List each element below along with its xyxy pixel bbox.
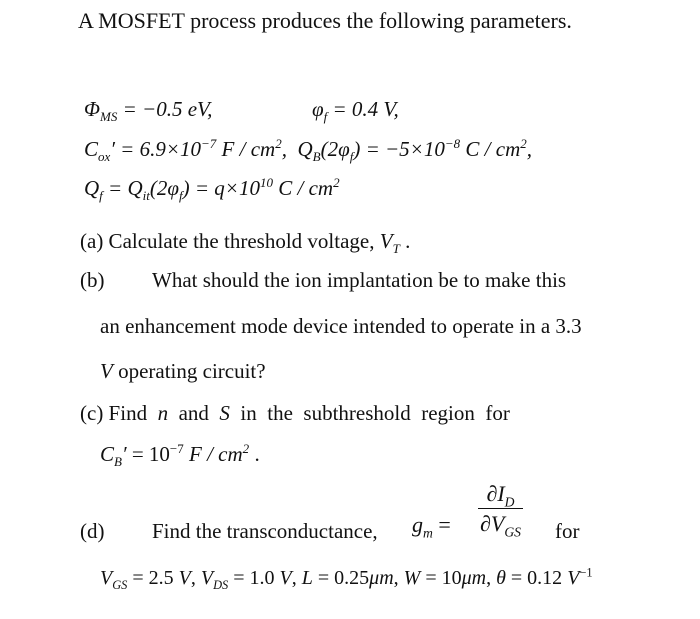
param-qf: $Q_f = Q_{it}(2\varphi_f) = q\times 10^{10}$ C / $cm^2$	[84, 175, 340, 204]
part-d-label: (d)	[80, 519, 105, 543]
param-phi-ms: $\Phi_{MS} = -0.5$ eV,	[84, 97, 213, 125]
problem-title: A MOSFET process produces the following parameters.	[78, 8, 572, 33]
part-c-line2: $C_B' = 10^{-7}$ F / $cm^2$ .	[100, 441, 260, 470]
transconductance-gm: $g_m$ =	[412, 512, 451, 541]
part-d-text: Find the transconductance,	[152, 519, 378, 543]
fraction-numerator: $\partial I_D$	[478, 481, 523, 509]
param-phi-f: $\varphi_f = 0.4$ V,	[312, 97, 399, 125]
part-d-conditions: $V_{GS} = 2.5$ V, $V_{DS} = 1.0$ V, L = 0.25μm, W = 10μm, θ = 0.12 $V^{-1}$	[100, 565, 593, 592]
part-a: (a) Calculate the threshold voltage, $V_T$ .	[80, 229, 411, 257]
transconductance-fraction	[478, 483, 523, 539]
part-c-line1: (c) Find n and S in the subthreshold region for	[80, 401, 510, 425]
part-b-line2: an enhancement mode device intended to operate in a 3.3	[100, 314, 582, 338]
part-b-label: (b)	[80, 268, 105, 292]
part-b-line3: V operating circuit?	[100, 359, 266, 383]
param-cox-qb: $C_{ox}' = 6.9\times 10^{-7}$ F / $cm^2$, $Q_B(2\varphi_f) = -5\times 10^{-8}$ C / $cm^2$,	[84, 136, 532, 165]
part-b-line1: What should the ion implantation be to make this	[152, 268, 567, 292]
fraction-denominator: $\partial V_{GS}$	[480, 511, 521, 540]
part-d-for: for	[555, 519, 580, 543]
